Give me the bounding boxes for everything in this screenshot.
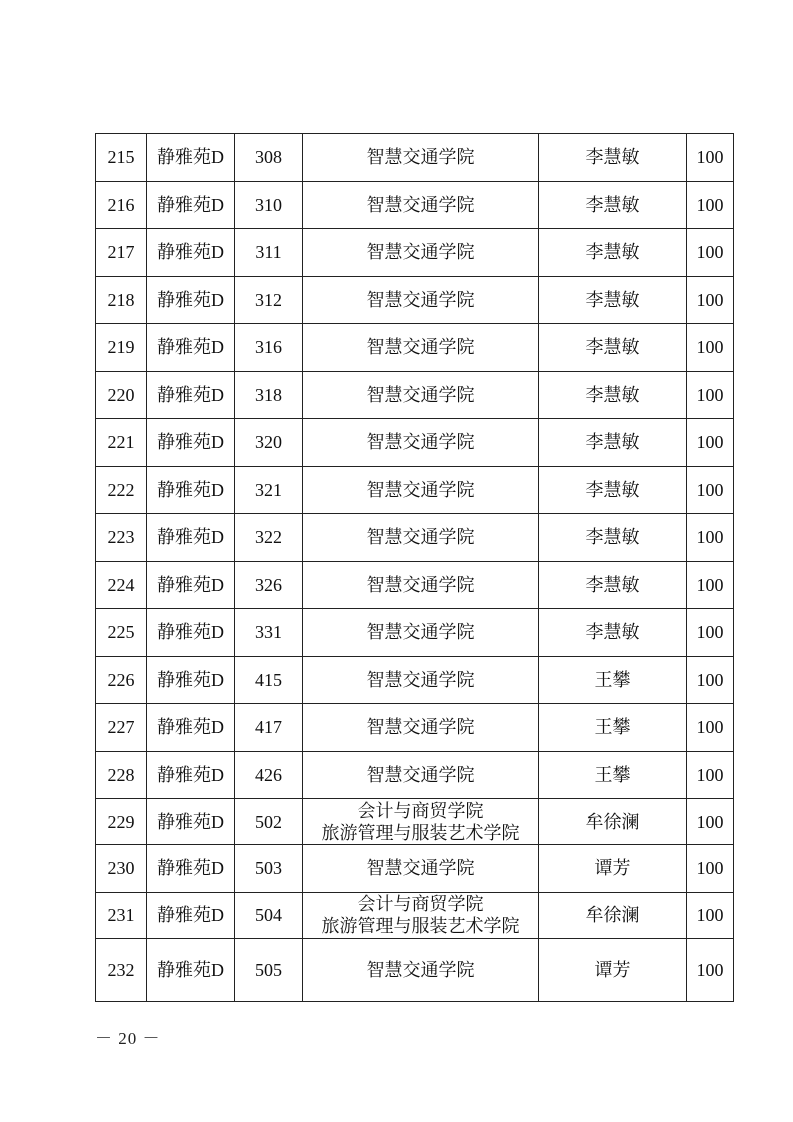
cell-teacher: 李慧敏 xyxy=(539,561,687,609)
college-line: 智慧交通学院 xyxy=(366,717,475,738)
cell-room: 318 xyxy=(235,371,303,419)
cell-number: 225 xyxy=(96,609,147,657)
college-line: 智慧交通学院 xyxy=(366,764,475,785)
table-row xyxy=(96,371,734,419)
cell-building: 静雅苑D xyxy=(147,466,235,514)
cell-number: 216 xyxy=(96,181,147,229)
table-row xyxy=(96,704,734,752)
college-line: 智慧交通学院 xyxy=(366,574,475,595)
college-line: 智慧交通学院 xyxy=(366,959,475,980)
cell-teacher: 李慧敏 xyxy=(539,514,687,562)
cell-teacher: 谭芳 xyxy=(539,938,687,1001)
cell-score: 100 xyxy=(687,609,734,657)
cell-teacher: 李慧敏 xyxy=(539,609,687,657)
cell-college xyxy=(303,938,539,1001)
cell-number: 232 xyxy=(96,938,147,1001)
cell-score: 100 xyxy=(687,466,734,514)
cell-building: 静雅苑D xyxy=(147,514,235,562)
cell-number: 220 xyxy=(96,371,147,419)
college-line: 旅游管理与服装艺术学院 xyxy=(321,822,520,843)
cell-room: 415 xyxy=(235,656,303,704)
table-row xyxy=(96,419,734,467)
table-row xyxy=(96,892,734,938)
cell-room: 504 xyxy=(235,892,303,938)
cell-building: 静雅苑D xyxy=(147,419,235,467)
college-line: 智慧交通学院 xyxy=(366,622,475,643)
cell-room: 310 xyxy=(235,181,303,229)
table-row xyxy=(96,799,734,845)
cell-teacher: 李慧敏 xyxy=(539,466,687,514)
cell-college xyxy=(303,609,539,657)
cell-college xyxy=(303,229,539,277)
cell-building: 静雅苑D xyxy=(147,751,235,799)
cell-building: 静雅苑D xyxy=(147,324,235,372)
cell-building: 静雅苑D xyxy=(147,609,235,657)
cell-score: 100 xyxy=(687,514,734,562)
cell-score: 100 xyxy=(687,229,734,277)
cell-teacher: 李慧敏 xyxy=(539,134,687,182)
cell-college xyxy=(303,276,539,324)
cell-college xyxy=(303,799,539,845)
cell-room: 322 xyxy=(235,514,303,562)
cell-teacher: 李慧敏 xyxy=(539,181,687,229)
college-line: 智慧交通学院 xyxy=(366,289,475,310)
cell-number: 223 xyxy=(96,514,147,562)
cell-college xyxy=(303,561,539,609)
cell-score: 100 xyxy=(687,561,734,609)
cell-room: 316 xyxy=(235,324,303,372)
cell-building: 静雅苑D xyxy=(147,799,235,845)
table-row xyxy=(96,845,734,893)
cell-number: 221 xyxy=(96,419,147,467)
college-line: 旅游管理与服装艺术学院 xyxy=(321,916,520,936)
cell-room: 426 xyxy=(235,751,303,799)
cell-college xyxy=(303,466,539,514)
cell-number: 230 xyxy=(96,845,147,893)
cell-room: 502 xyxy=(235,799,303,845)
cell-score: 100 xyxy=(687,276,734,324)
cell-building: 静雅苑D xyxy=(147,229,235,277)
cell-college xyxy=(303,892,539,938)
cell-score: 100 xyxy=(687,324,734,372)
cell-teacher: 李慧敏 xyxy=(539,371,687,419)
dorm-inspection-table xyxy=(95,133,734,1002)
table-row xyxy=(96,466,734,514)
cell-number: 224 xyxy=(96,561,147,609)
cell-score: 100 xyxy=(687,371,734,419)
cell-room: 312 xyxy=(235,276,303,324)
college-line: 会计与商贸学院 xyxy=(357,894,484,914)
cell-college xyxy=(303,656,539,704)
cell-building: 静雅苑D xyxy=(147,371,235,419)
cell-score: 100 xyxy=(687,892,734,938)
college-line: 智慧交通学院 xyxy=(366,527,475,548)
cell-room: 321 xyxy=(235,466,303,514)
cell-college xyxy=(303,181,539,229)
cell-teacher: 牟徐澜 xyxy=(539,799,687,845)
cell-college xyxy=(303,845,539,893)
cell-college xyxy=(303,134,539,182)
page-number: － 20 － xyxy=(95,1029,161,1048)
table-body xyxy=(96,134,734,1002)
college-line: 智慧交通学院 xyxy=(366,147,475,168)
table-row xyxy=(96,229,734,277)
table-row xyxy=(96,751,734,799)
cell-teacher: 王攀 xyxy=(539,656,687,704)
college-line: 智慧交通学院 xyxy=(366,432,475,453)
cell-teacher: 王攀 xyxy=(539,704,687,752)
cell-teacher: 李慧敏 xyxy=(539,324,687,372)
cell-college xyxy=(303,324,539,372)
table-row xyxy=(96,276,734,324)
cell-teacher: 王攀 xyxy=(539,751,687,799)
cell-room: 503 xyxy=(235,845,303,893)
cell-number: 218 xyxy=(96,276,147,324)
cell-room: 505 xyxy=(235,938,303,1001)
cell-building: 静雅苑D xyxy=(147,181,235,229)
cell-college xyxy=(303,371,539,419)
cell-building: 静雅苑D xyxy=(147,892,235,938)
cell-building: 静雅苑D xyxy=(147,276,235,324)
cell-score: 100 xyxy=(687,704,734,752)
cell-building: 静雅苑D xyxy=(147,561,235,609)
cell-college xyxy=(303,514,539,562)
cell-number: 215 xyxy=(96,134,147,182)
cell-teacher: 牟徐澜 xyxy=(539,892,687,938)
table-row xyxy=(96,938,734,1001)
table-row xyxy=(96,514,734,562)
cell-number: 226 xyxy=(96,656,147,704)
cell-teacher: 李慧敏 xyxy=(539,419,687,467)
cell-college xyxy=(303,751,539,799)
table-row xyxy=(96,656,734,704)
cell-number: 217 xyxy=(96,229,147,277)
cell-room: 417 xyxy=(235,704,303,752)
table-row xyxy=(96,181,734,229)
college-line: 智慧交通学院 xyxy=(366,384,475,405)
cell-college xyxy=(303,419,539,467)
cell-number: 222 xyxy=(96,466,147,514)
cell-score: 100 xyxy=(687,419,734,467)
cell-number: 227 xyxy=(96,704,147,752)
cell-building: 静雅苑D xyxy=(147,938,235,1001)
cell-score: 100 xyxy=(687,181,734,229)
table-row xyxy=(96,609,734,657)
cell-room: 308 xyxy=(235,134,303,182)
cell-building: 静雅苑D xyxy=(147,656,235,704)
cell-building: 静雅苑D xyxy=(147,134,235,182)
college-line: 会计与商贸学院 xyxy=(357,800,484,821)
cell-room: 311 xyxy=(235,229,303,277)
cell-teacher: 李慧敏 xyxy=(539,276,687,324)
cell-room: 331 xyxy=(235,609,303,657)
cell-number: 231 xyxy=(96,892,147,938)
cell-score: 100 xyxy=(687,134,734,182)
cell-number: 228 xyxy=(96,751,147,799)
table-row xyxy=(96,561,734,609)
college-line: 智慧交通学院 xyxy=(366,242,475,263)
college-line: 智慧交通学院 xyxy=(366,337,475,358)
cell-building: 静雅苑D xyxy=(147,845,235,893)
cell-teacher: 谭芳 xyxy=(539,845,687,893)
cell-score: 100 xyxy=(687,751,734,799)
cell-college xyxy=(303,704,539,752)
college-line: 智慧交通学院 xyxy=(366,669,475,690)
table-row xyxy=(96,324,734,372)
table-row xyxy=(96,134,734,182)
college-line: 智慧交通学院 xyxy=(366,194,475,215)
college-line: 智慧交通学院 xyxy=(366,858,475,879)
cell-score: 100 xyxy=(687,656,734,704)
cell-room: 320 xyxy=(235,419,303,467)
cell-score: 100 xyxy=(687,799,734,845)
cell-score: 100 xyxy=(687,845,734,893)
cell-building: 静雅苑D xyxy=(147,704,235,752)
college-line: 智慧交通学院 xyxy=(366,479,475,500)
cell-room: 326 xyxy=(235,561,303,609)
cell-score: 100 xyxy=(687,938,734,1001)
cell-number: 229 xyxy=(96,799,147,845)
cell-number: 219 xyxy=(96,324,147,372)
cell-teacher: 李慧敏 xyxy=(539,229,687,277)
